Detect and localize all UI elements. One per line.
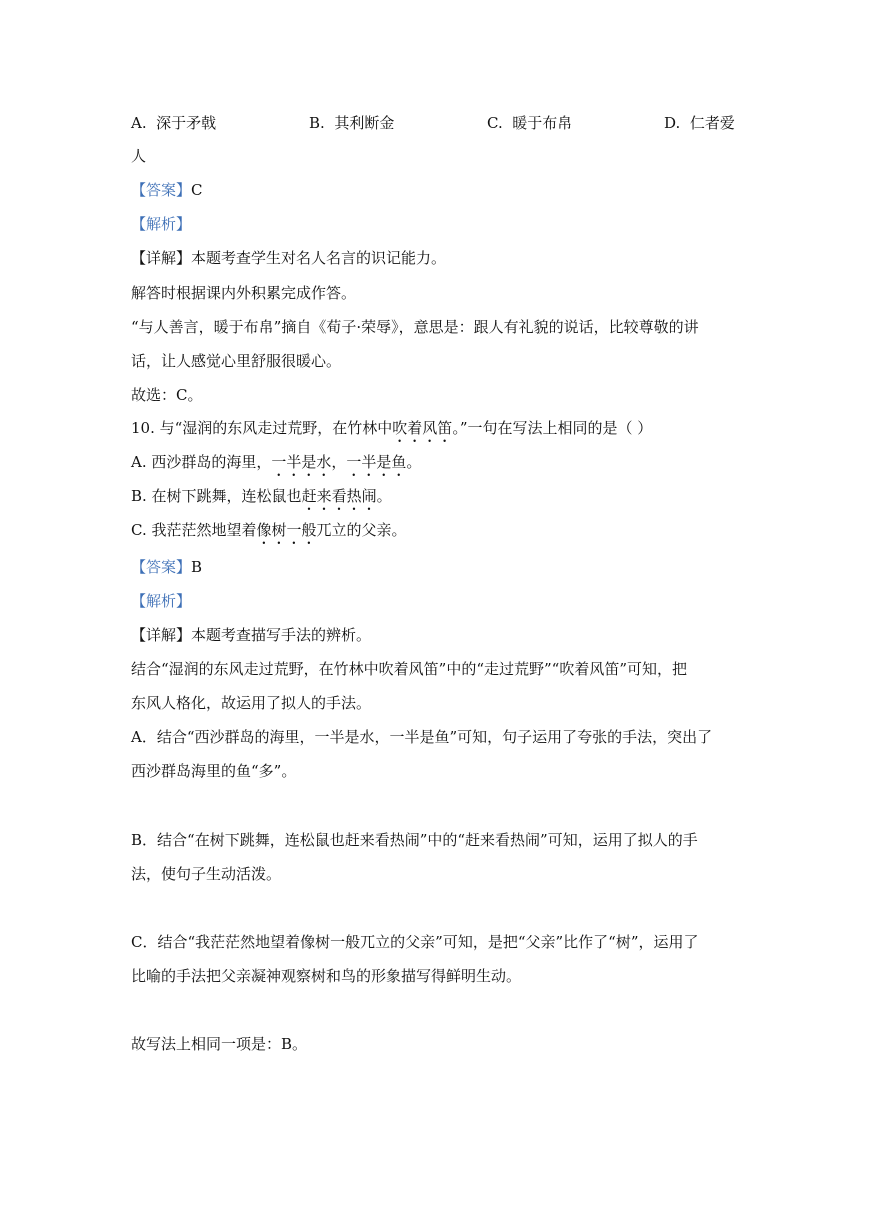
q9-answer-tag: 【答案】 [131,181,192,199]
q10-text-line: B．结合“在树下跳舞，连松鼠也赶来看热闹”中的“赶来看热闹”可知，运用了拟人的手 [131,831,698,849]
q10-answer [131,557,202,577]
q10-option-c [131,520,407,548]
q10-option-a [131,452,421,480]
q9-option-b-text: 其利断金 [334,114,395,132]
q9-text-line: 解答时根据课内外积累完成作答。 [131,284,357,302]
q9-answer-value: C [191,181,203,199]
q9-option-a [131,113,216,133]
q10-option-b-emphasis: 赶来看热闹 [301,487,377,505]
q10-detail: 【详解】本题考查描写手法的辨析。 [131,626,372,644]
q9-option-b [309,113,394,133]
q9-option-c-text: 暖于布帛 [512,114,573,132]
q9-option-a-text: 深于矛戟 [156,114,217,132]
q9-choice: 故选：C。 [131,386,203,404]
q9-detail: 【详解】本题考查学生对名人名言的识记能力。 [131,249,447,267]
q10-option-a-pre: A. 西沙群岛的海里， [131,453,272,471]
q9-answer [131,180,203,200]
q10-analysis-tag: 【解析】 [131,592,192,610]
q9-option-b-letter: B. [309,114,325,132]
q10-option-b-pre: B. 在树下跳舞，连松鼠也 [131,487,302,505]
q9-text-line: 话，让人感觉心里舒服很暖心。 [131,352,342,370]
q10-final: 故写法上相同一项是：B。 [131,1035,308,1053]
q10-option-a-mid: ， [331,453,347,471]
q10-text-line: 结合“湿润的东风走过荒野，在竹林中吹着风笛”中的“走过荒野”“吹着风笛”可知，把 [131,660,688,678]
q9-option-c-letter: C. [487,114,503,132]
q10-text-line: 比喻的手法把父亲凝神观察树和鸟的形象描写得鲜明生动。 [131,967,522,985]
q10-option-a-emphasis-2: 一半是鱼 [346,453,407,471]
q9-option-d [664,113,735,133]
q9-option-d-text: 仁者爱 [689,114,735,132]
q9-option-c [487,113,572,133]
q10-text-line: 东风人格化，故运用了拟人的手法。 [131,694,372,712]
q10-answer-value: B [191,558,203,576]
q10-text-line: 西沙群岛海里的鱼“多”。 [131,762,297,780]
q9-option-d-letter: D. [664,114,681,132]
q9-option-d-wrap: 人 [131,147,147,165]
q10-stem [131,418,652,446]
q9-analysis-tag: 【解析】 [131,215,192,233]
q10-option-c-pre: C. 我茫茫然地望着 [131,521,257,539]
q10-stem-pre: 10. 与“湿润的东风走过荒野，在竹林中 [131,419,393,437]
q10-text-line: 法，使句子生动活泼。 [131,865,282,883]
q10-answer-tag: 【答案】 [131,558,192,576]
q10-text-line: A．结合“西沙群岛的海里，一半是水，一半是鱼”可知，句子运用了夸张的手法，突出了 [131,728,713,746]
q10-stem-emphasis: 吹着风笛 [392,419,453,437]
q10-stem-post: 。”一句在写法上相同的是（ ） [452,419,653,437]
q9-text-line: “与人善言，暖于布帛”摘自《荀子·荣辱》，意思是：跟人有礼貌的说话，比较尊敬的讲 [131,318,699,336]
q9-option-a-letter: A. [131,114,147,132]
q10-option-a-emphasis-1: 一半是水 [271,453,332,471]
q10-option-c-post: 兀立的父亲。 [316,521,407,539]
q10-option-b [131,486,392,514]
q10-option-c-emphasis: 像树一般 [256,521,317,539]
q10-option-b-post: 。 [376,487,392,505]
q10-option-a-post: 。 [406,453,422,471]
q10-text-line: C．结合“我茫茫然地望着像树一般兀立的父亲”可知，是把“父亲”比作了“树”，运用了 [131,933,699,951]
